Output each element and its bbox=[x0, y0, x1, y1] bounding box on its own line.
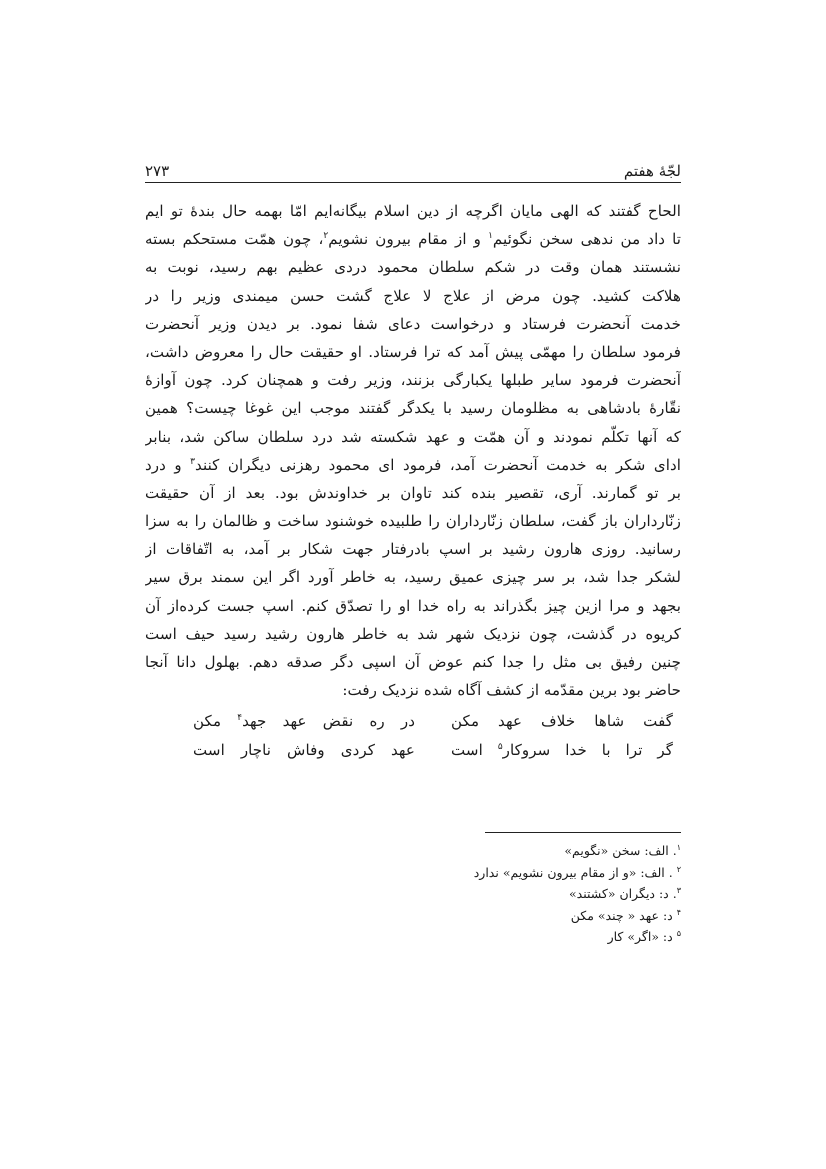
text-line: لشکر جدا شد، بر سر چیزی عمیق رسید، به خاطر آورد اگر این سمند برق سیر bbox=[145, 568, 681, 587]
footnote-ref[interactable]: ۱ bbox=[488, 231, 493, 242]
text-line: رسانید. روزی هارون رشید بر اسپ بادرفتار جهت شکار بر آمد، به اتّفاقات از bbox=[145, 540, 681, 559]
text-line: که آنها تکلّم نمودند و آن همّت و عهد شکسته شد درد سلطان ساکن شد، بنابر bbox=[145, 427, 681, 446]
text-line: آنحضرت فرمود سایر طبلها یکبارگی بزنند، وزیر رفت و همچنان کرد. چون آوازهٔ bbox=[145, 371, 681, 390]
text-line: نقّارهٔ بادشاهی به مظلومان رسید با یکدگر گفتند موجب این غوغا چیست؟ همین bbox=[145, 399, 681, 418]
text-line: تا داد من ندهی سخن نگوئیم$^۱$ و از مقام بیرون نشویم$^۲$، چون همّت مستحکم بسته bbox=[145, 230, 681, 249]
body-text bbox=[145, 197, 681, 704]
text-line: خدمت آنحضرت فرستاد و درخواست دعای شفا نمود. بر دیدن وزیر آنحضرت bbox=[145, 314, 681, 333]
footnote: $^۴$ د: عهد « چند» مکن bbox=[570, 907, 681, 923]
text-line: ادای شکر به خدمت آنحضرت آمد، فرمود ای محمود رهزنی دیگران کنند$^۳$ و درد bbox=[145, 455, 681, 474]
text-line: کریوه در گذشت، چون نزدیک شهر شد به خاطر هارون رشید رسید حیف است bbox=[145, 624, 681, 643]
text-line: حاضر بود برین مقدّمه از کشف آگاه شده نزدیک رفت: bbox=[342, 681, 681, 700]
hemistich-second: عهد کردی وفاش ناچار است bbox=[193, 741, 415, 759]
text-line: نشستند همان وقت در شکم سلطان محمود دردی عظیم بهم رسید، نوبت به bbox=[145, 258, 681, 277]
text-line: هلاکت کشید. چون مرض از علاج لا علاج گشت حسن میمندی وزیر را در bbox=[145, 286, 681, 305]
hemistich-second: در ره نقض عهد جهد$^۴$ مکن bbox=[193, 712, 415, 730]
footnote: $^۱$. الف: سخن «نگویم» bbox=[564, 842, 681, 858]
text-line: فرمود سلطان را مهمّی پیش آمد که ترا فرستاد. او حقیقت حال را معروض داشت، bbox=[145, 342, 681, 361]
hemistich-first: گفت شاها خلاف عهد مکن bbox=[451, 712, 673, 730]
running-header bbox=[145, 150, 681, 180]
footnote-ref[interactable]: ۲ bbox=[323, 231, 329, 242]
footnote: $^۳$. د: دیگران «کشتند» bbox=[569, 885, 681, 901]
footnote: $^۵$ د: «اگر» کار bbox=[607, 928, 681, 944]
text-line: زنّارداران باز گفت، سلطان زنّارداران را طلبیده خوشنود ساخت و ظالمان را به سزا bbox=[145, 512, 681, 531]
text-line: بجهد و مرا ازین چیز بگذراند به راه خدا او را تصدّق کنم. اسپ جست کرده‌از آن bbox=[145, 596, 681, 615]
text-line: الحاح گفتند که الهی مایان اگرچه از دین اسلام بیگانه‌ایم امّا بهمه حال بندهٔ تو ایم bbox=[145, 202, 681, 220]
chapter-title: لجّهٔ هفتم bbox=[623, 162, 681, 180]
footnote-separator bbox=[485, 832, 681, 833]
page-number: ۲۷۳ bbox=[145, 162, 170, 180]
text-line: چنین رفیق بی مثل را جدا کنم عوض آن اسپی دگر صدقه دهم. بهلول دانا آنجا bbox=[145, 653, 681, 671]
hemistich-first: گر ترا با خدا سروکار$^۵$ است bbox=[451, 741, 673, 759]
verse bbox=[145, 707, 681, 736]
header-rule bbox=[145, 182, 681, 183]
footnotes bbox=[145, 840, 681, 948]
footnote-ref[interactable]: ۳ bbox=[190, 456, 196, 467]
footnote: $^۲$ . الف: «و از مقام بیرون نشویم» ندارد bbox=[473, 864, 681, 880]
footnote-ref[interactable]: ۴ bbox=[237, 712, 243, 723]
verse bbox=[145, 736, 681, 765]
poem-verses bbox=[145, 707, 681, 765]
text-line: بر تو گمارند. آری، تقصیر بنده کند تاوان بر خداوندش بود. بعد از آن حقیقت bbox=[145, 483, 681, 502]
footnote-ref[interactable]: ۵ bbox=[497, 741, 503, 752]
